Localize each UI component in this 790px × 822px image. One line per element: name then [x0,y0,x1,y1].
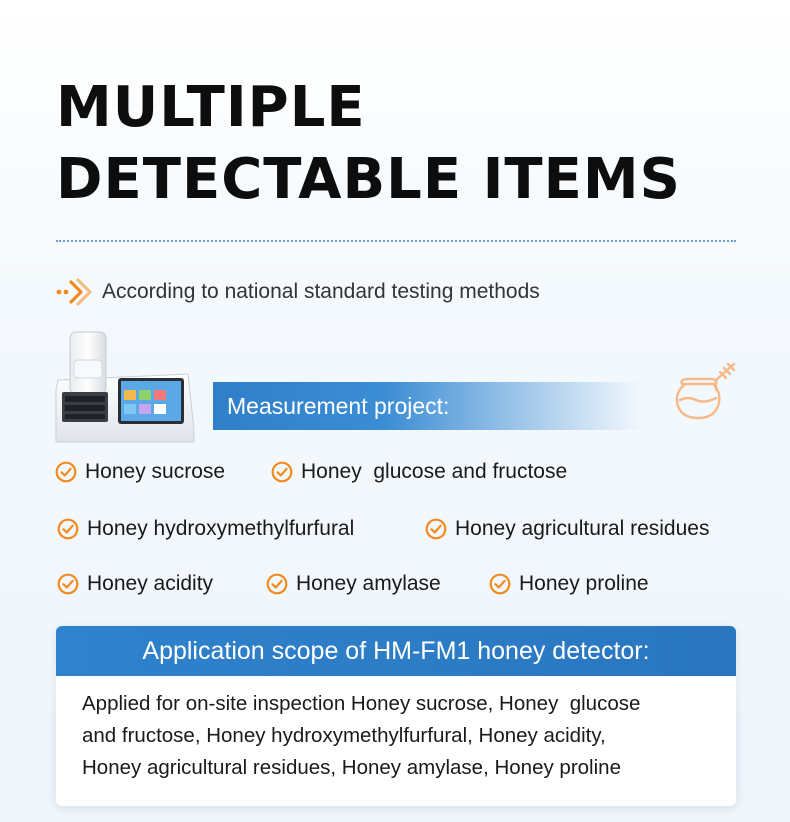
item-honey-acidity [57,570,213,598]
item-honey-amylase [266,570,441,598]
item-honey-sucrose [55,458,225,486]
honey-jar-icon [672,360,742,422]
check-circle-icon [55,461,77,483]
subtitle-row [56,274,540,310]
item-label: Honey proline [519,572,649,595]
subtitle-text: According to national standard testing methods [102,280,540,303]
application-scope-line: and fructose, Honey hydroxymethylfurfural, Honey acidity, [82,724,606,747]
check-circle-icon [266,573,288,595]
item-honey-glucose-fructose [271,458,567,486]
dotted-divider [56,240,736,242]
item-label: Honey hydroxymethylfurfural [87,517,355,540]
item-honey-hydroxymethylfurfural [57,515,354,543]
double-chevron-right-icon [56,277,92,307]
item-label: Honey acidity [87,572,214,595]
title-line-2: DETECTABLE ITEMS [56,147,681,212]
item-honey-proline [489,570,649,598]
check-circle-icon [57,518,79,540]
application-scope-header [56,626,736,676]
item-label: Honey amylase [296,572,441,595]
page-title [56,72,681,216]
title-line-1: MULTIPLE [56,75,366,140]
application-scope-body [56,676,736,784]
item-label: Honey agricultural residues [455,517,710,540]
application-scope-title: Application scope of HM-FM1 honey detector: [142,636,650,665]
check-circle-icon [425,518,447,540]
check-circle-icon [57,573,79,595]
application-scope-line: Applied for on-site inspection Honey sucrose, Honey glucose [82,692,641,715]
item-label: Honey glucose and fructose [301,460,568,483]
check-circle-icon [271,461,293,483]
check-circle-icon [489,573,511,595]
measurement-project-label: Measurement project: [227,392,450,419]
application-scope-card [56,626,736,806]
application-scope-line: Honey agricultural residues, Honey amylase, Honey proline [82,756,621,779]
honey-detector-device-image [54,330,196,444]
item-label: Honey sucrose [85,460,226,483]
measurement-project-banner [213,382,643,430]
item-honey-agricultural-residues [425,515,709,543]
